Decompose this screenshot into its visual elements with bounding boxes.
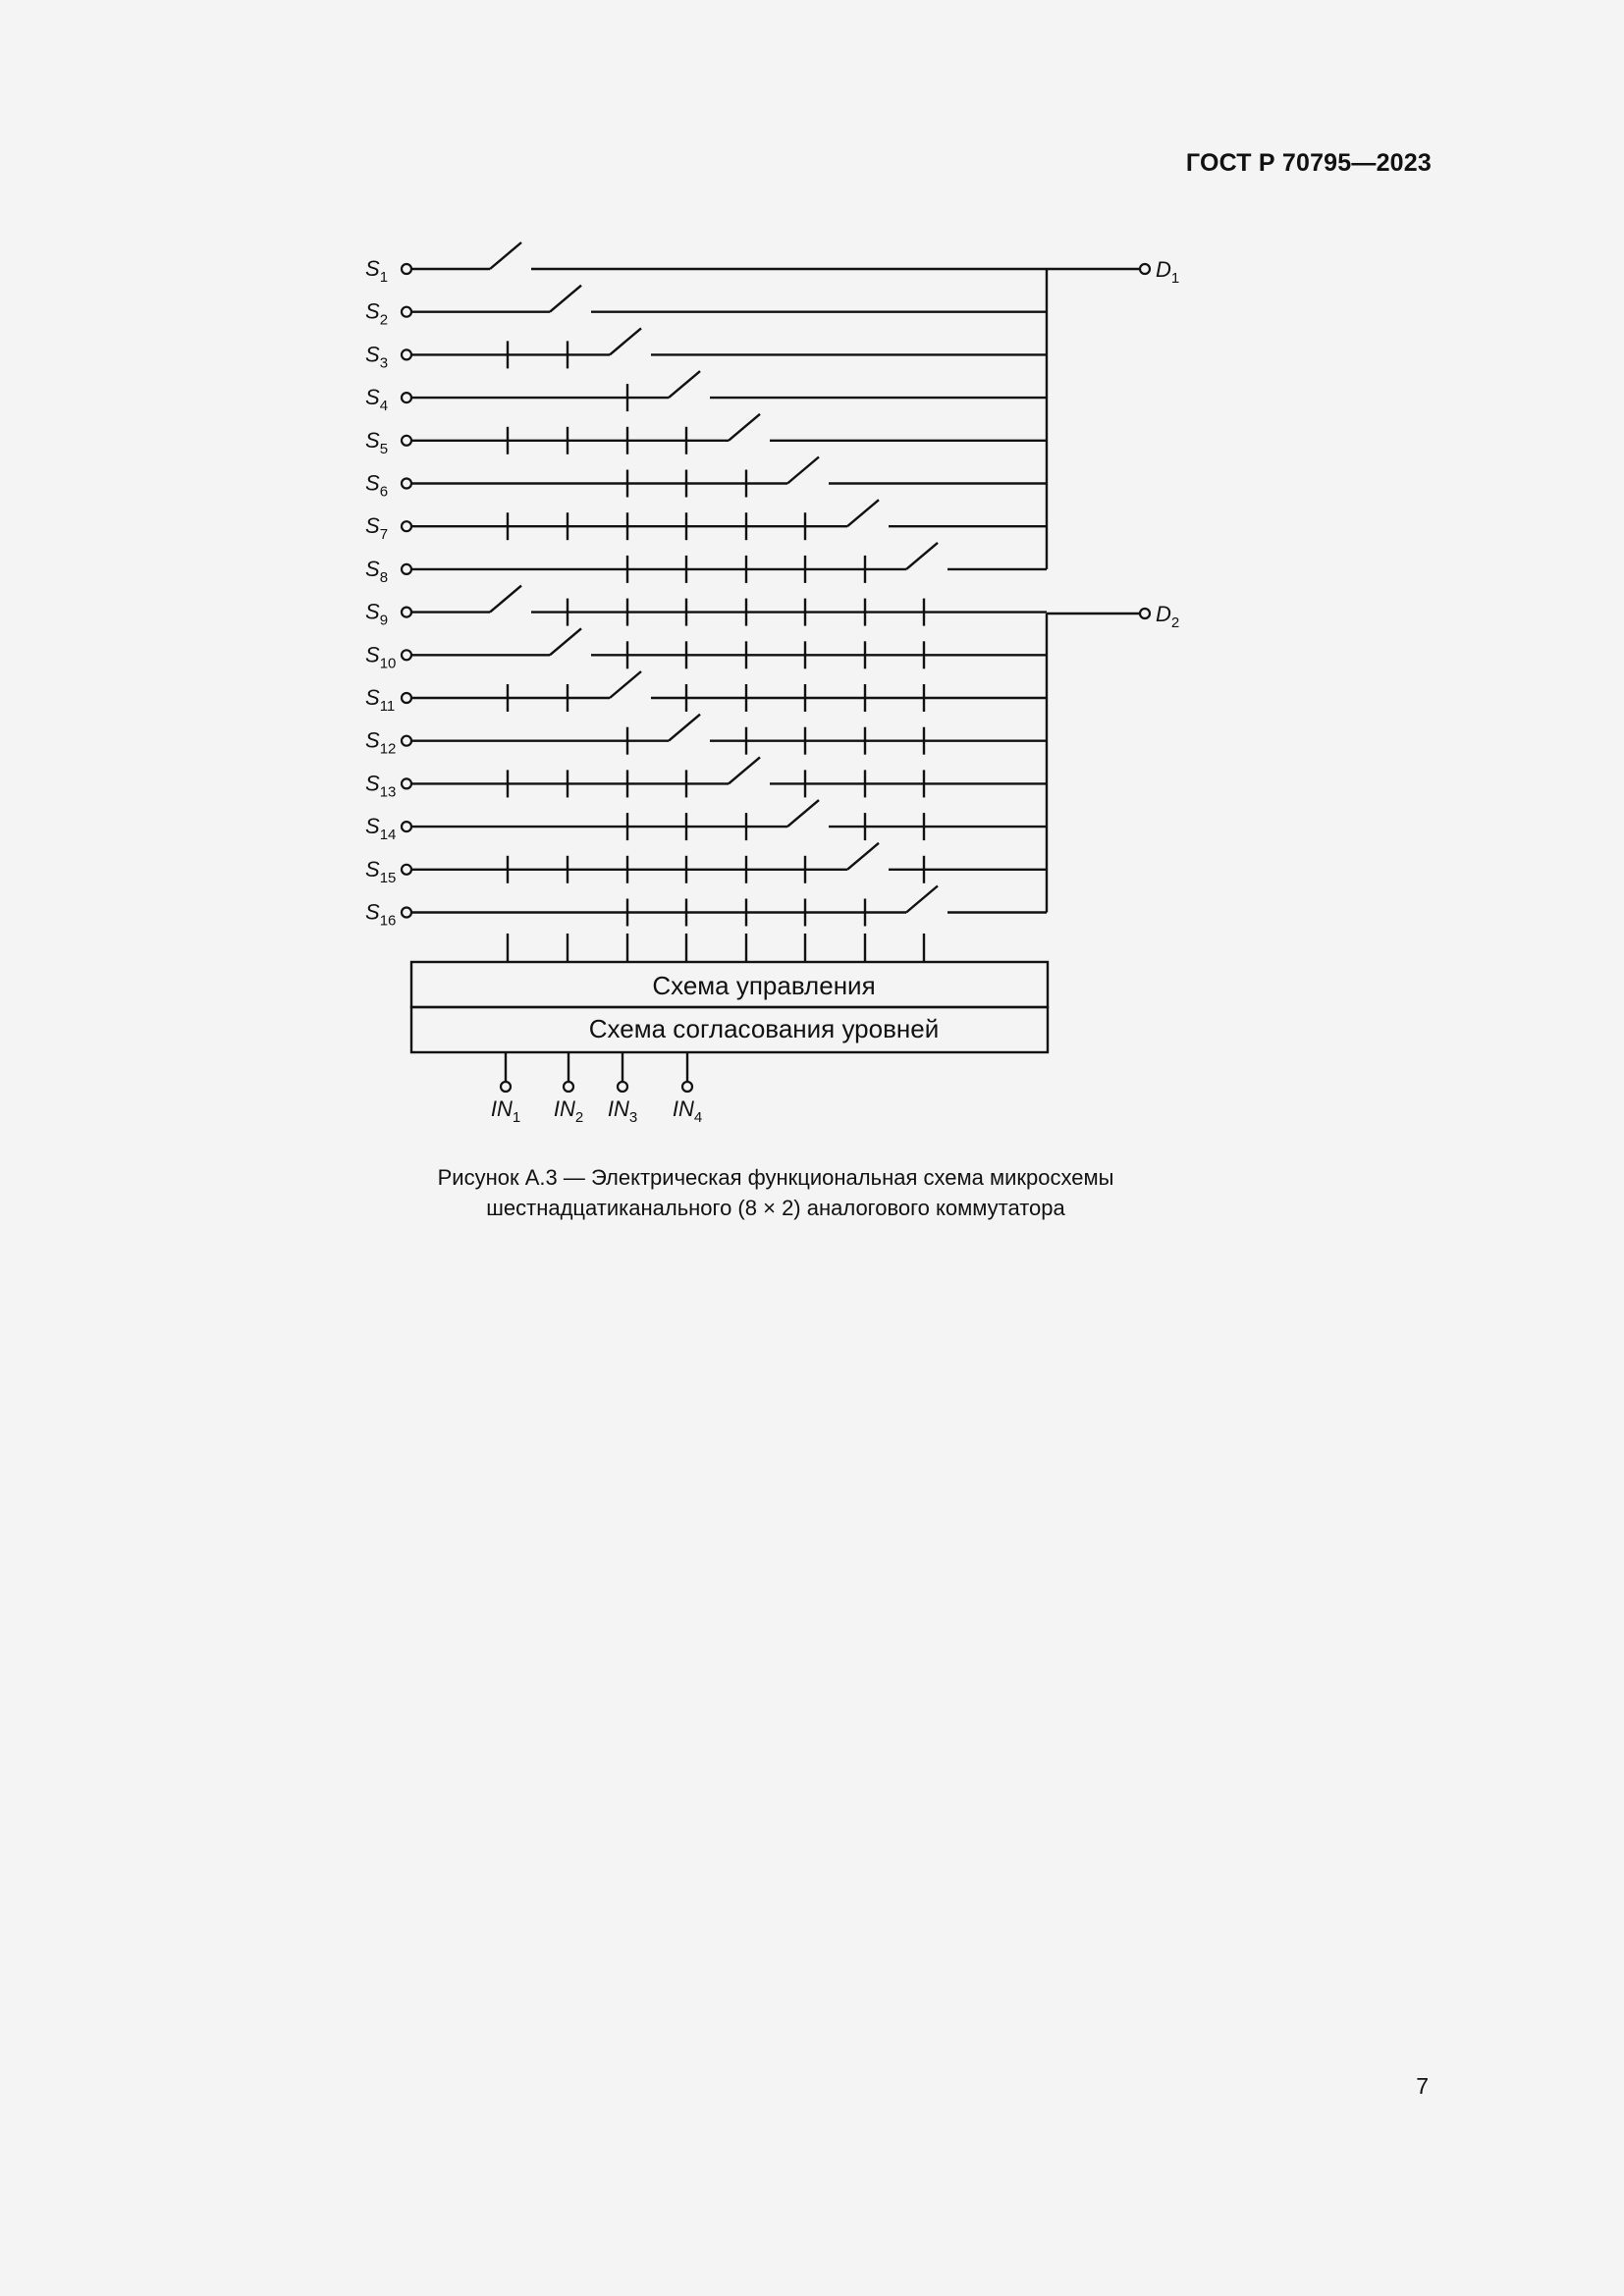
switch-blade: [550, 628, 581, 655]
switch-blade: [610, 671, 641, 698]
switch-blade: [490, 586, 521, 613]
control-block: [411, 962, 1048, 1052]
source-terminal: [402, 736, 411, 746]
schematic-wiring: [411, 242, 1140, 1082]
source-label: $S_4$: [365, 385, 389, 415]
switch-blade: [787, 457, 819, 484]
source-terminal: [402, 693, 411, 703]
source-label: $S_3$: [365, 342, 389, 372]
switch-blade: [550, 286, 581, 312]
switch-blade: [610, 328, 641, 354]
source-terminal: [402, 608, 411, 617]
switch-blade: [847, 500, 879, 526]
source-terminal: [402, 778, 411, 788]
source-label: $S_{10}$: [365, 642, 397, 672]
schematic-terminals: [402, 264, 1150, 1092]
source-terminal: [402, 822, 411, 831]
source-label: $S_6$: [365, 470, 389, 501]
input-terminal: [618, 1082, 627, 1092]
input-label: $IN_1$: [490, 1096, 521, 1126]
level-shifter-label: Схема согласования уровней: [588, 1014, 940, 1043]
source-label: $S_{14}$: [365, 814, 397, 844]
source-label: $S_9$: [365, 599, 389, 629]
switch-blade: [729, 757, 760, 783]
control-logic-label: Схема управления: [652, 971, 876, 1000]
source-terminal: [402, 564, 411, 574]
switch-blade: [729, 414, 760, 441]
page-number: 7: [1416, 2073, 1429, 2099]
source-label: $S_{15}$: [365, 856, 397, 886]
source-terminal: [402, 436, 411, 446]
source-label: $S_1$: [365, 256, 389, 286]
source-terminal: [402, 393, 411, 402]
source-terminal: [402, 479, 411, 489]
drain-label-2: $D_2$: [1156, 602, 1180, 631]
source-terminal: [402, 349, 411, 359]
source-terminal: [402, 865, 411, 875]
caption-line-1: Рисунок А.3 — Электрическая функциональная схема микросхемы: [437, 1165, 1114, 1190]
source-terminal: [402, 908, 411, 918]
switch-blade: [847, 843, 879, 870]
source-terminal: [402, 307, 411, 317]
standard-designation: ГОСТ Р 70795—2023: [1185, 149, 1432, 177]
input-terminal: [501, 1082, 511, 1092]
source-label: $S_2$: [365, 298, 389, 329]
source-label: $S_{13}$: [365, 771, 397, 801]
source-label: $S_{12}$: [365, 727, 397, 758]
drain-terminal-2: [1140, 609, 1150, 618]
source-terminal: [402, 650, 411, 660]
switch-blade: [669, 371, 700, 398]
source-label: $S_8$: [365, 556, 389, 586]
switch-blade: [906, 886, 938, 913]
input-label: $IN_4$: [672, 1096, 703, 1126]
source-label: $S_{16}$: [365, 899, 397, 930]
input-terminal: [682, 1082, 692, 1092]
source-label: $S_{11}$: [365, 685, 396, 715]
source-terminal: [402, 264, 411, 274]
figure-caption: [0, 1162, 1551, 1223]
caption-line-2: шестнадцатиканального (8 × 2) аналогового коммутатора: [486, 1196, 1065, 1220]
switch-blade: [787, 800, 819, 827]
input-terminal: [564, 1082, 573, 1092]
switch-blade: [669, 715, 700, 741]
drain-terminal-1: [1140, 264, 1150, 274]
source-label: $S_7$: [365, 513, 389, 544]
switch-blade: [490, 242, 521, 269]
input-label: $IN_2$: [553, 1096, 584, 1126]
source-terminal: [402, 521, 411, 531]
drain-label-1: $D_1$: [1156, 257, 1180, 287]
source-label: $S_5$: [365, 427, 389, 457]
switch-blade: [906, 543, 938, 569]
input-label: $IN_3$: [607, 1096, 638, 1126]
